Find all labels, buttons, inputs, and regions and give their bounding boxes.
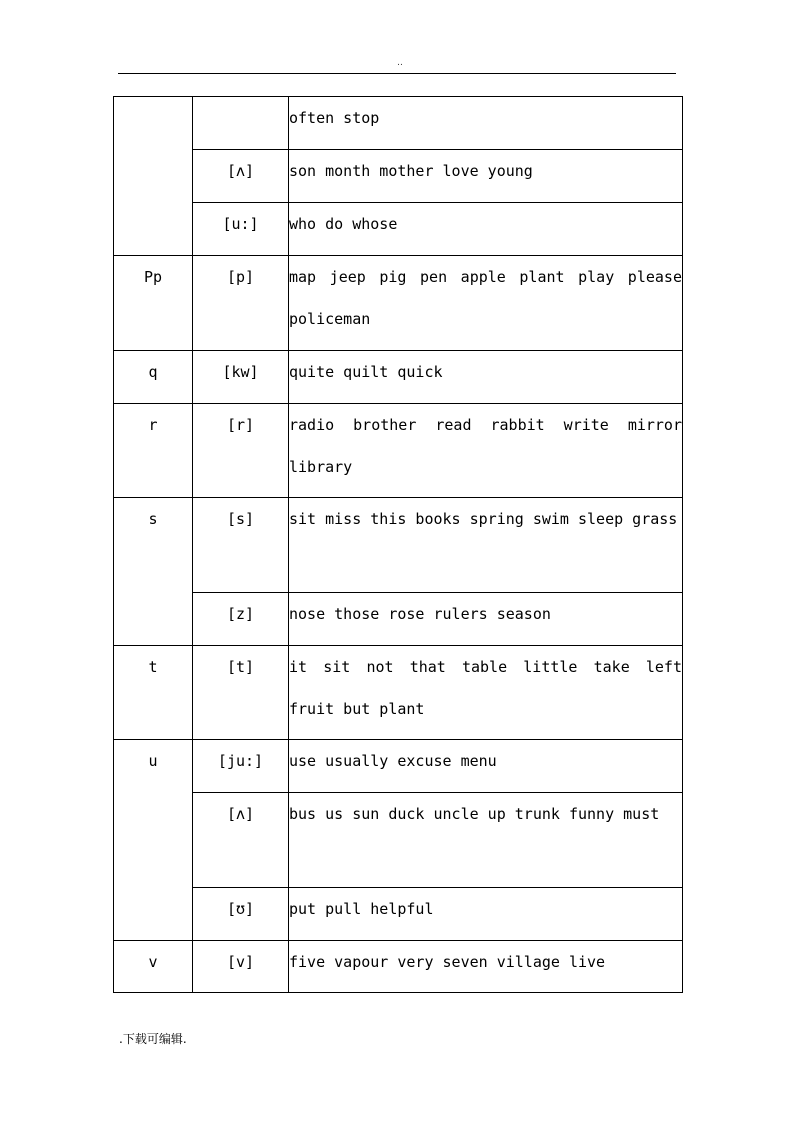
words-cell: often stop <box>289 97 683 150</box>
letter-cell: s <box>114 498 193 646</box>
words-cell: it sit not that table little take left fruit but plant <box>289 646 683 740</box>
words-cell: put pull helpful <box>289 888 683 941</box>
table-row <box>114 256 683 351</box>
ipa-cell: [ʌ] <box>193 793 289 888</box>
ipa-cell: [ju:] <box>193 740 289 793</box>
ipa-cell: [u:] <box>193 203 289 256</box>
table-row <box>114 97 683 150</box>
table-row <box>114 593 683 646</box>
letter-cell: q <box>114 351 193 404</box>
words-cell: bus us sun duck uncle up trunk funny must <box>289 793 683 888</box>
ipa-cell: [kw] <box>193 351 289 404</box>
table-row <box>114 404 683 498</box>
letter-cell: Pp <box>114 256 193 351</box>
ipa-cell: [r] <box>193 404 289 498</box>
words-cell: sit miss this books spring swim sleep grass <box>289 498 683 593</box>
table-row <box>114 740 683 793</box>
table-row <box>114 351 683 404</box>
letter-cell <box>114 97 193 256</box>
ipa-cell: [ʊ] <box>193 888 289 941</box>
table-row <box>114 888 683 941</box>
ipa-cell: [t] <box>193 646 289 740</box>
header-marker: .. <box>397 58 403 68</box>
letter-cell: u <box>114 740 193 941</box>
table-row <box>114 793 683 888</box>
ipa-cell <box>193 97 289 150</box>
ipa-cell: [s] <box>193 498 289 593</box>
phonics-table <box>113 96 683 993</box>
ipa-cell: [v] <box>193 941 289 993</box>
letter-cell: r <box>114 404 193 498</box>
header-rule <box>118 73 676 74</box>
words-cell: nose those rose rulers season <box>289 593 683 646</box>
footer-note: .下载可编辑. <box>119 1032 187 1046</box>
ipa-cell: [ʌ] <box>193 150 289 203</box>
words-cell: who do whose <box>289 203 683 256</box>
words-cell: five vapour very seven village live <box>289 941 683 993</box>
table-row <box>114 646 683 740</box>
letter-cell: v <box>114 941 193 993</box>
words-cell: radio brother read rabbit write mirror library <box>289 404 683 498</box>
table-row <box>114 941 683 993</box>
letter-cell: t <box>114 646 193 740</box>
words-cell: quite quilt quick <box>289 351 683 404</box>
words-cell: map jeep pig pen apple plant play please policeman <box>289 256 683 351</box>
words-cell: use usually excuse menu <box>289 740 683 793</box>
ipa-cell: [p] <box>193 256 289 351</box>
table-row <box>114 498 683 593</box>
words-cell: son month mother love young <box>289 150 683 203</box>
table-row <box>114 203 683 256</box>
ipa-cell: [z] <box>193 593 289 646</box>
table-row <box>114 150 683 203</box>
